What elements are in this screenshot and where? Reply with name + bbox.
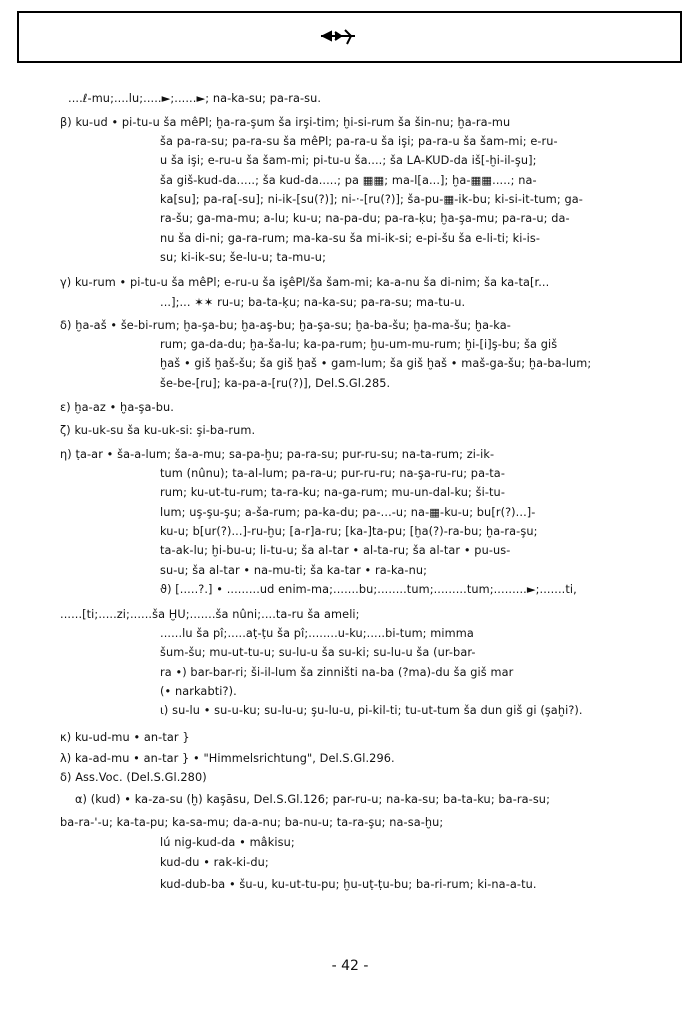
text-line: ι) su-lu • su-u-ku; su-lu-u; şu-lu-u, pi-kil-ti; tu-ut-tum ša dun giš gi (şaḫi?). <box>160 704 583 717</box>
text-line: δ) ḫa-aš • še-bi-rum; ḫa-şa-bu; ḫa-aş-bu; ḫa-şa-su; ḫa-ba-šu; ḫa-ma-šu; ḫa-ka- <box>60 319 511 332</box>
text-line: še-be-[ru]; ka-pa-a-[ru(?)], Del.S.Gl.285. <box>160 377 391 390</box>
text-line: ḫaš • giš ḫaš-šu; ša giš ḫaš • gam-lum; ša giš ḫaš • maš-ga-šu; ḫa-ba-lum; <box>160 357 592 370</box>
text-line: rum; ga-da-du; ḫa-ša-lu; ka-pa-rum; ḫu-um-mu-rum; ḫi-[i]ş-bu; ša giš <box>160 338 558 351</box>
text-line: kud-dub-ba • šu-u, ku-ut-tu-pu; ḫu-uṭ-ṭu-bu; ba-ri-rum; ki-na-a-tu. <box>160 878 537 891</box>
text-line: ε) ḫa-az • ḫa-şa-bu. <box>60 401 174 414</box>
text-line: ša pa-ra-su; pa-ra-su ša mêPl; pa-ra-u ša işi; pa-ra-u ša šam-mi; e-ru- <box>160 135 558 148</box>
text-line: rum; ku-ut-tu-rum; ta-ra-ku; na-ga-rum; mu-un-dal-ku; ši-tu- <box>160 486 505 499</box>
text-line: ra-šu; ga-ma-mu; a-lu; ku-u; na-pa-du; pa-ra-ḳu; ḫa-şa-mu; pa-ra-u; da- <box>160 212 570 225</box>
text-line: ....ℓ-mu;....lu;.....►;......►; na-ka-su; pa-ra-su. <box>68 92 322 105</box>
text-line: ku-u; b[ur(?)...]-ru-ḫu; [a-r]a-ru; [ka-]ta-pu; [ḫa(?)-ra-bu; ḫa-ra-şu; <box>160 525 538 538</box>
text-line: ζ) ku-uk-su ša ku-uk-si: şi-ba-rum. <box>60 424 256 437</box>
text-line: ka[su]; pa-ra[-su]; ni-ik-[su(?)]; ni-·-[ru(?)]; ša-pu-▦-ik-bu; ki-si-it-tum; ga- <box>160 193 583 206</box>
text-line: ϑ) [.....?.] • .........ud enim-ma;.......bu;........tum;.........tum;.........►;.......ti, <box>160 583 577 596</box>
text-line: lú nig-kud-da • mâkisu; <box>160 836 295 849</box>
text-line: nu ša di-ni; ga-ra-rum; ma-ka-su ša mi-ik-si; e-pi-šu ša e-li-ti; ki-is- <box>160 232 541 245</box>
text-line: λ) ka-ad-mu • an-tar } • "Himmelsrichtung", Del.S.Gl.296. <box>60 752 395 765</box>
text-line: ......[ti;.....zi;......ša ḪU;.......ša nûni;....ta-ru ša ameli; <box>60 608 360 621</box>
text-line: ta-ak-lu; ḫi-bu-u; li-tu-u; ša al-tar • al-ta-ru; ša al-tar • pu-us- <box>160 544 511 557</box>
text-line: κ) ku-ud-mu • an-tar } <box>60 731 190 744</box>
text-line: ša giš-kud-da.....; ša kud-da.....; pa ▦▦; ma-l[a...]; ḫa-▦▦.....; na- <box>160 174 537 187</box>
page-number: - 42 - <box>331 958 369 974</box>
text-line: ......lu ša pî;.....aṭ-ṭu ša pî;........u-ku;.....bi-tum; mimma <box>160 627 474 640</box>
text-line: ...];... ✶✶ ru-u; ba-ta-ḳu; na-ka-su; pa-ra-su; ma-tu-u. <box>160 296 466 309</box>
text-line: lum; uş-şu-şu; a-ša-rum; pa-ka-du; pa-...-u; na-▦-ku-u; bu[r(?)...]- <box>160 506 536 519</box>
text-line: kud-du • rak-ki-du; <box>160 856 269 869</box>
text-line: ra •) bar-bar-ri; ši-il-lum ša zinništi na-ba (?ma)-du ša giš mar <box>160 666 514 679</box>
text-line: (• narkabti?). <box>160 685 237 698</box>
text-line: šum-šu; mu-ut-tu-u; su-lu-u ša su-ki; su-lu-u ša (ur-bar- <box>160 646 476 659</box>
text-line: su-u; ša al-tar • na-mu-ti; ša ka-tar • ra-ka-nu; <box>160 564 428 577</box>
text-line: α) (kud) • ka-za-su (ḫ) kaşāsu, Del.S.Gl.126; par-ru-u; na-ka-su; ba-ta-ku; ba-ra-su; <box>75 793 550 806</box>
text-line: η) ṭa-ar • ša-a-lum; ša-a-mu; sa-pa-ḫu; pa-ra-su; pur-ru-su; na-ta-rum; zi-ik- <box>60 448 495 461</box>
cuneiform-sign-icon <box>319 26 359 48</box>
text-line: ba-ra-'-u; ka-ta-pu; ka-sa-mu; da-a-nu; ba-nu-u; ta-ra-şu; na-sa-ḫu; <box>60 816 444 829</box>
text-line: tum (nûnu); ta-al-lum; pa-ra-u; pur-ru-ru; na-şa-ru-ru; pa-ta- <box>160 467 506 480</box>
text-line: δ) Ass.Voc. (Del.S.Gl.280) <box>60 771 207 784</box>
text-line: γ) ku-rum • pi-tu-u ša mêPl; e-ru-u ša işêPl/ša šam-mi; ka-a-nu ša di-nim; ša ka-ta[r... <box>60 276 550 289</box>
text-line: su; ki-ik-su; še-lu-u; ta-mu-u; <box>160 251 326 264</box>
text-line: β) ku-ud • pi-tu-u ša mêPl; ḫa-ra-şum ša irşi-tim; ḫi-si-rum ša šin-nu; ḫa-ra-mu <box>60 116 511 129</box>
text-line: u ša işi; e-ru-u ša šam-mi; pi-tu-u ša....; ša LA-KUD-da iš[-ḫi-il-şu]; <box>160 154 537 167</box>
